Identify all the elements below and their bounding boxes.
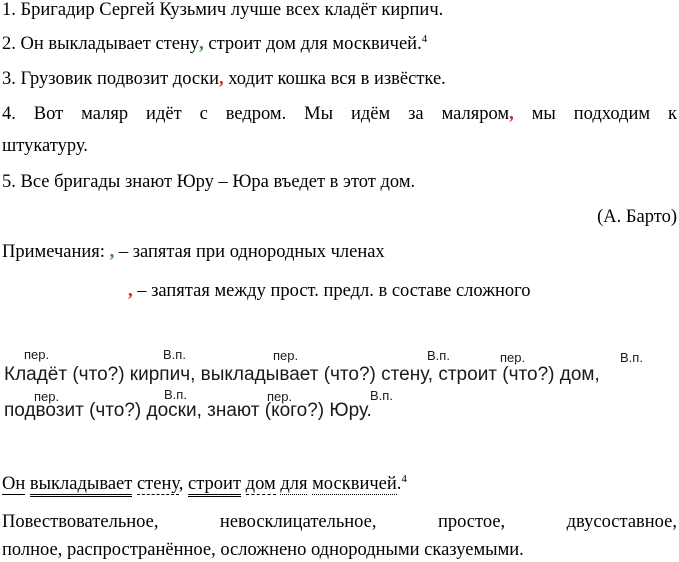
author-attribution: (А. Барто): [597, 207, 677, 227]
parsing-line-1: Кладёт (что?) кирпич, выкладывает (что?) стену, строит (что?) дом,: [4, 364, 600, 385]
tag-transitive: пер.: [267, 389, 293, 404]
tag-transitive: пер.: [500, 350, 526, 365]
sentence-5: 5. Все бригады знают Юру – Юра въедет в этот дом.: [2, 172, 416, 192]
analyzed-sentence: [2, 473, 407, 495]
tag-transitive: пер.: [273, 348, 299, 363]
red-comma: ,: [509, 104, 514, 124]
green-comma-legend: ,: [109, 242, 115, 262]
tag-transitive: пер.: [24, 347, 50, 362]
green-comma: ,: [199, 34, 204, 54]
tag-transitive: пер.: [34, 389, 60, 404]
object-word: дом: [245, 474, 276, 494]
tag-accusative: В.п.: [164, 387, 187, 402]
sentence-3: [2, 68, 446, 90]
red-comma: ,: [219, 69, 224, 89]
sentence-4-continued: штукатуру.: [2, 136, 88, 156]
notes-line-1: [2, 241, 385, 263]
sentence-2-part-b: строит дом для москвичей.: [203, 34, 422, 54]
parsing-line-2: подвозит (что?) доски, знают (кого?) Юру.: [4, 400, 372, 421]
red-comma-legend: ,: [128, 281, 133, 301]
red-comma-legend-text: – запятая между прост. предл. в составе сложного: [132, 281, 531, 301]
attribute-word: москвичей: [312, 474, 397, 494]
sentence-1: 1. Бригадир Сергей Кузьмич лучше всех кладёт кирпич.: [2, 0, 444, 20]
notes-label: Примечания:: [2, 242, 110, 262]
comma: ,: [178, 474, 184, 494]
footnote-mark: 4: [421, 33, 428, 45]
analysis-description-1: Повествовательное, невосклицательное, простое, двусоставное,: [2, 512, 677, 532]
sentence-3-part-a: 3. Грузовик подвозит доски: [2, 69, 220, 89]
tag-accusative: В.п.: [620, 350, 643, 365]
predicate-word: выкладывает: [30, 474, 132, 497]
sentence-4-part-a: 4. Вот маляр идёт с ведром. Мы идём за маляром: [2, 104, 510, 124]
object-word: стену: [136, 474, 179, 494]
tag-accusative: В.п.: [427, 348, 450, 363]
sentence-3-part-b: ходит кошка вся в извёстке.: [223, 69, 446, 89]
preposition-word: для: [280, 474, 308, 494]
sentence-2: [2, 33, 427, 55]
analysis-description-2: полное, распространённое, осложнено однородными сказуемыми.: [2, 540, 524, 560]
sentence-4-part-b: мы подходим к: [513, 104, 677, 124]
tag-accusative: В.п.: [163, 347, 186, 362]
green-comma-legend-text: – запятая при однородных членах: [114, 242, 385, 262]
period: .: [396, 474, 402, 494]
subject-word: Он: [2, 474, 26, 494]
sentence-2-part-a: 2. Он выкладывает стену: [2, 34, 200, 54]
sentence-4: [2, 103, 677, 125]
tag-accusative: В.п.: [370, 388, 393, 403]
notes-line-2: [128, 280, 531, 302]
predicate-word: строит: [188, 474, 241, 497]
footnote-mark: 4: [401, 473, 407, 485]
